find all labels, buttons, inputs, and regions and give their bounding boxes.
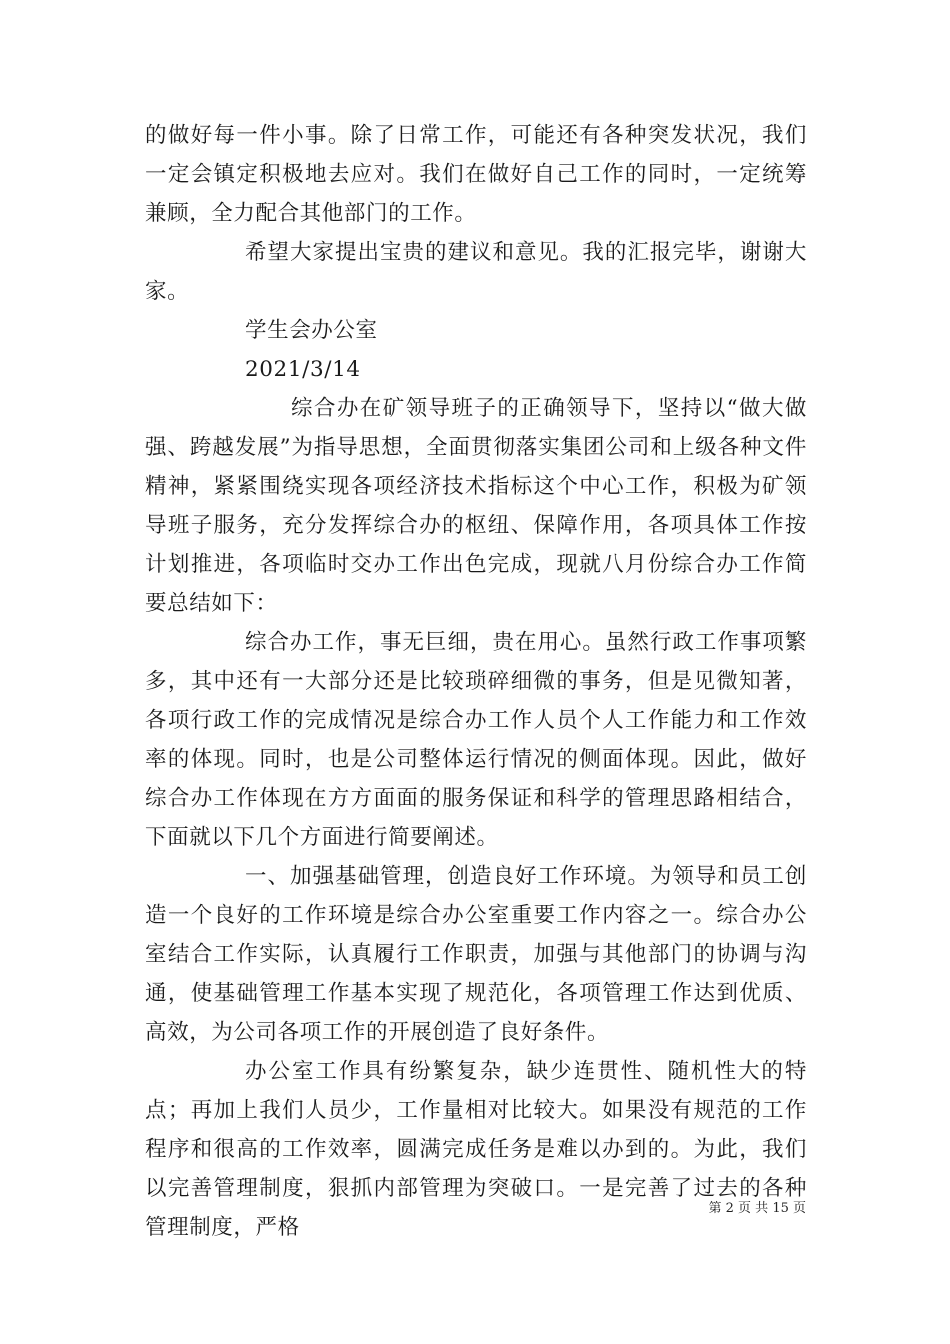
paragraph-continuation: 的做好每一件小事。除了日常工作，可能还有各种突发状况，我们一定会镇定积极地去应对。我们在做好自己工作的同时，一定统筹兼顾，全力配合其他部门的工作。 — [145, 123, 807, 226]
date-line: 2021/3/14 — [245, 357, 361, 382]
paragraph-section-one: 一、加强基础管理，创造良好工作环境。为领导和员工创造一个良好的工作环境是综合办公室重要工作内容之一。综合办公室结合工作实际，认真履行工作职责，加强与其他部门的协调与沟通，使基础管理工作基本实现了规范化，各项管理工作达到优质、高效，为公司各项工作的开展创造了良好条件。 — [145, 864, 807, 1045]
paragraph-overview: 综合办工作，事无巨细，贵在用心。虽然行政工作事项繁多，其中还有一大部分还是比较琐碎细微的事务，但是见微知著，各项行政工作的完成情况是综合办工作人员个人工作能力和工作效率的体现。同时，也是公司整体运行情况的侧面体现。因此，做好综合办工作体现在方方面面的服务保证和科学的管理思路相结合，下面就以下几个方面进行简要阐述。 — [145, 630, 807, 850]
paragraph-office-work: 办公室工作具有纷繁复杂，缺少连贯性、随机性大的特点；再加上我们人员少，工作量相对比较大。如果没有规范的工作程序和很高的工作效率，圆满完成任务是难以办到的。为此，我们以完善管理制度，狠抓内部管理为突破口。一是完善了过去的各种管理制度，严格 — [145, 1059, 807, 1240]
paragraph-intro: 综合办在矿领导班子的正确领导下，坚持以“做大做强、跨越发展”为指导思想，全面贯彻落实集团公司和上级各种文件精神，紧紧围绕实现各项经济技术指标这个中心工作，积极为矿领导班子服务，充分发挥综合办的枢纽、保障作用，各项具体工作按计划推进，各项临时交办工作出色完成，现就八月份综合办工作简要总结如下： — [145, 396, 807, 616]
paragraph-closing: 希望大家提出宝贵的建议和意见。我的汇报完毕，谢谢大家。 — [145, 240, 807, 304]
document-body — [145, 116, 807, 1247]
page-number: 第 2 页 共 15 页 — [708, 1201, 806, 1216]
signature-line: 学生会办公室 — [245, 318, 378, 343]
